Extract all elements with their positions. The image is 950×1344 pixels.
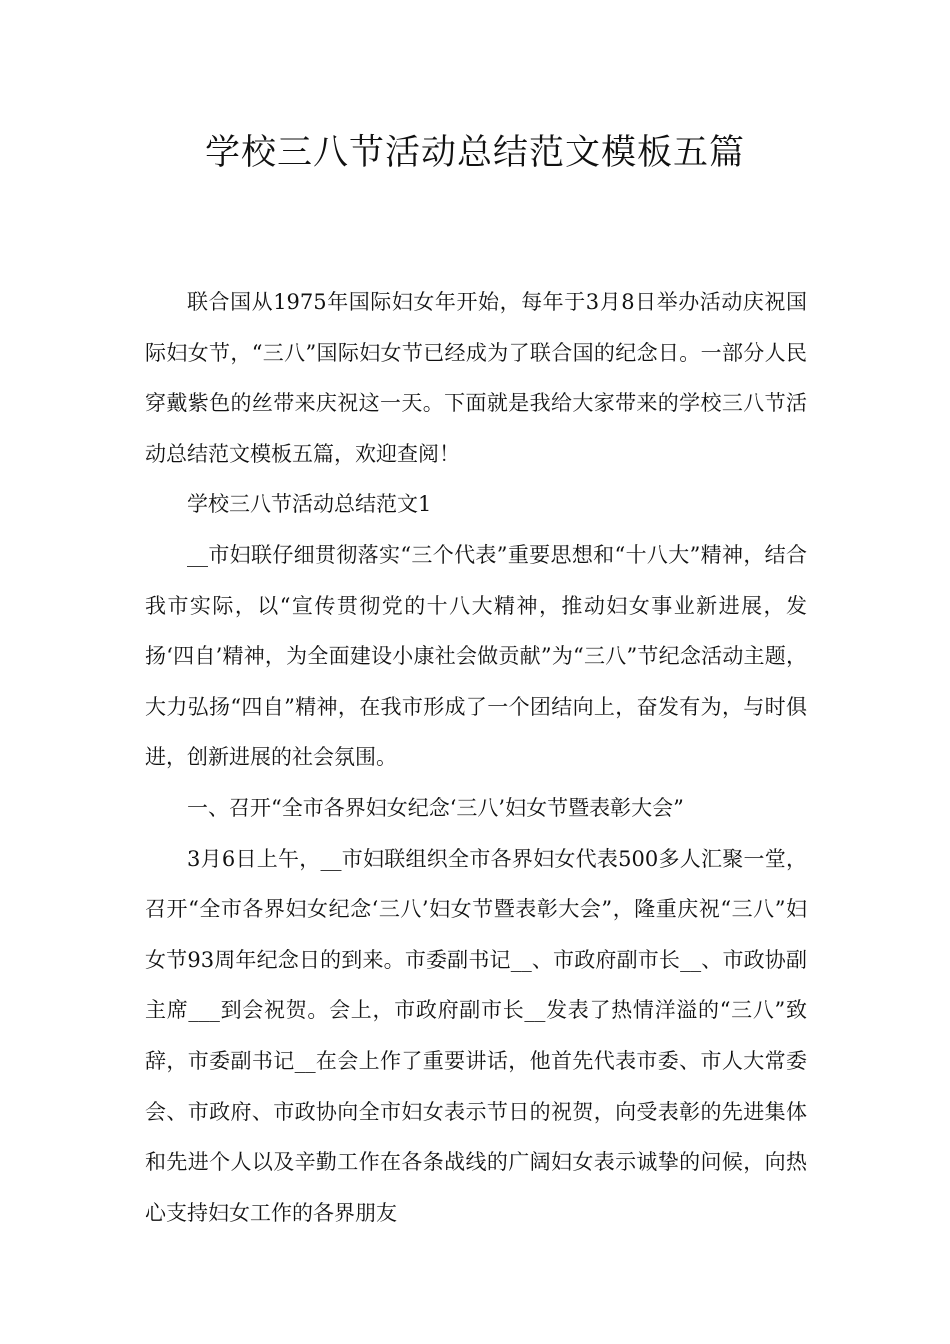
subsection-heading: 一、召开“全市各界妇女纪念‘三八’妇女节暨表彰大会” xyxy=(187,795,684,820)
section-heading: 学校三八节活动总结范文1 xyxy=(187,492,432,517)
body-paragraph: __市妇联仔细贯彻落实“三个代表”重要思想和“十八大”精神，结合我市实际，以“宣传贯彻党的十八大精神，推动妇女事业新进展，发扬‘四自’精神，为全面建设小康社会做贡献”为“三八”节纪念活动主题，大力弘扬“四自”精神，在我市形成了一个团结向上，奋发有为，与时俱进，创新进展的社会氛围。 xyxy=(145,542,807,770)
intro-paragraph: 联合国从1975年国际妇女年开始，每年于3月8日举办活动庆祝国际妇女节，“三八”国际妇女节已经成为了联合国的纪念日。一部分人民穿戴紫色的丝带来庆祝这一天。下面就是我给大家带来的学校三八节活动总结范文模板五篇，欢迎查阅！ xyxy=(145,290,807,466)
body-paragraph: 3月6日上午，__市妇联组织全市各界妇女代表500多人汇聚一堂，召开“全市各界妇女纪念‘三八’妇女节暨表彰大会”，隆重庆祝“三八”妇女节93周年纪念日的到来。市委副书记__、市政府副市长__、市政协副主席___到会祝贺。会上，市政府副市长__发表了热情洋溢的“三八”致辞，市委副书记__在会上作了重要讲话，他首先代表市委、市人大常委会、市政府、市政协向全市妇女表示节日的祝贺，向受表彰的先进集体和先进个人以及辛勤工作在各条战线的广阔妇女表示诚挚的问候，向热心支持妇女工作的各界朋友 xyxy=(145,846,807,1225)
document-title: 学校三八节活动总结范文模板五篇 xyxy=(204,133,745,173)
document-body xyxy=(145,277,807,1238)
